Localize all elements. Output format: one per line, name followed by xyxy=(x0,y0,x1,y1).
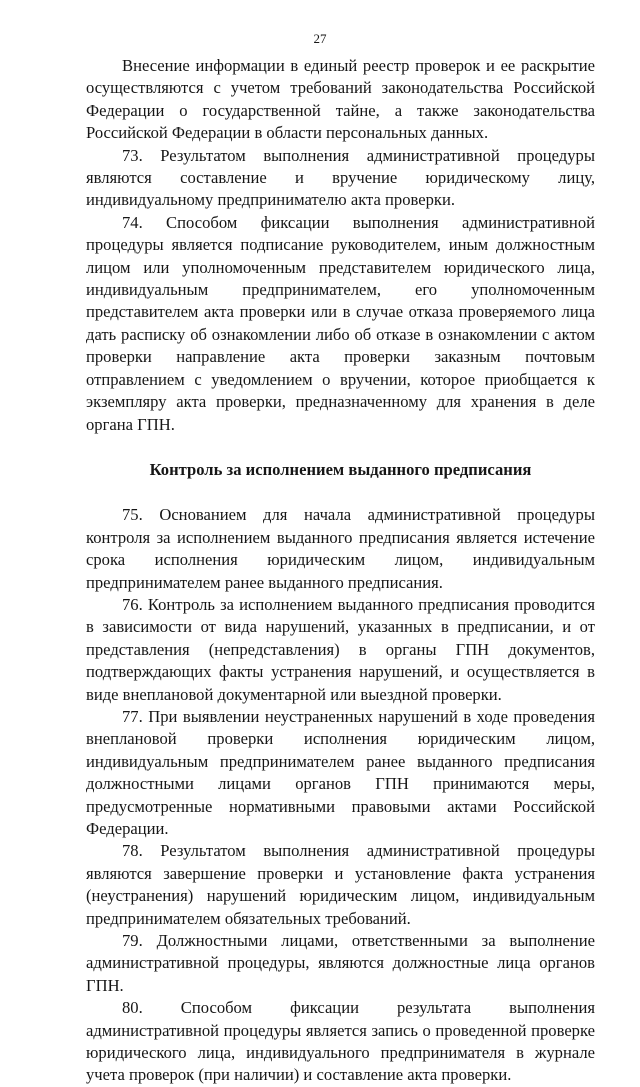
paragraph-76: 76. Контроль за исполнением выданного предписания проводится в зависимости от вида нарушений, указанных в предписании, и от представления (непредставления) в органы ГПН документов, подтверждающих факты устранения нарушений, и осуществляется в виде внеплановой документарной или выездной проверки. xyxy=(86,594,595,704)
paragraph-77: 77. При выявлении неустраненных нарушений в ходе проведения внеплановой проверки исполнения юридическим лицом, индивидуальным предпринимателем ранее выданного предписания должностными лицами органов ГПН принимаются меры, предусмотренные нормативными правовыми актами Российской Федерации. xyxy=(86,706,595,838)
paragraph-74: 74. Способом фиксации выполнения административной процедуры является подписание руководителем, иным должностным лицом или уполномоченным представителем юридического лица, индивидуальным предпринимателем, его уполномоченным представителем акта проверки или в случае отказа проверяемого лица дать расписку об ознакомлении либо об отказе в ознакомлении с актом проверки направление акта проверки заказным почтовым отправлением с уведомлением о вручении, которое приобщается к экземпляру акта проверки, предназначенному для хранения в деле органа ГПН. xyxy=(86,212,595,434)
section-heading: Контроль за исполнением выданного предписания xyxy=(149,459,532,479)
paragraph-75: 75. Основанием для начала административной процедуры контроля за исполнением выданного предписания является истечение срока исполнения юридическим лицом, индивидуальным предпринимателем ранее выданного предписания. xyxy=(86,505,595,592)
paragraph-73: 73. Результатом выполнения административной процедуры являются составление и вручение юридическому лицу, индивидуальному предпринимателю акта проверки. xyxy=(86,145,595,210)
document-body xyxy=(86,55,595,1087)
paragraph-registry-disclosure: Внесение информации в единый реестр проверок и ее раскрытие осуществляются с учетом требований законодательства Российской Федерации о государственной тайне, а также законодательства Российской Федерации в области персональных данных. xyxy=(86,56,595,143)
paragraph-78: 78. Результатом выполнения административной процедуры являются завершение проверки и установление факта устранения (неустранения) нарушений юридическим лицом, индивидуальным предпринимателем обязательных требований. xyxy=(86,841,595,928)
paragraph-79: 79. Должностными лицами, ответственными за выполнение административной процедуры, являются должностные лица органов ГПН. xyxy=(86,931,595,995)
paragraph-80: 80. Способом фиксации результата выполнения административной процедуры является запись о проведенной проверке юридического лица, индивидуального предпринимателя в журнале учета проверок (при наличии) и составление акта проверки. xyxy=(86,998,595,1085)
page-number: 27 xyxy=(313,31,327,46)
